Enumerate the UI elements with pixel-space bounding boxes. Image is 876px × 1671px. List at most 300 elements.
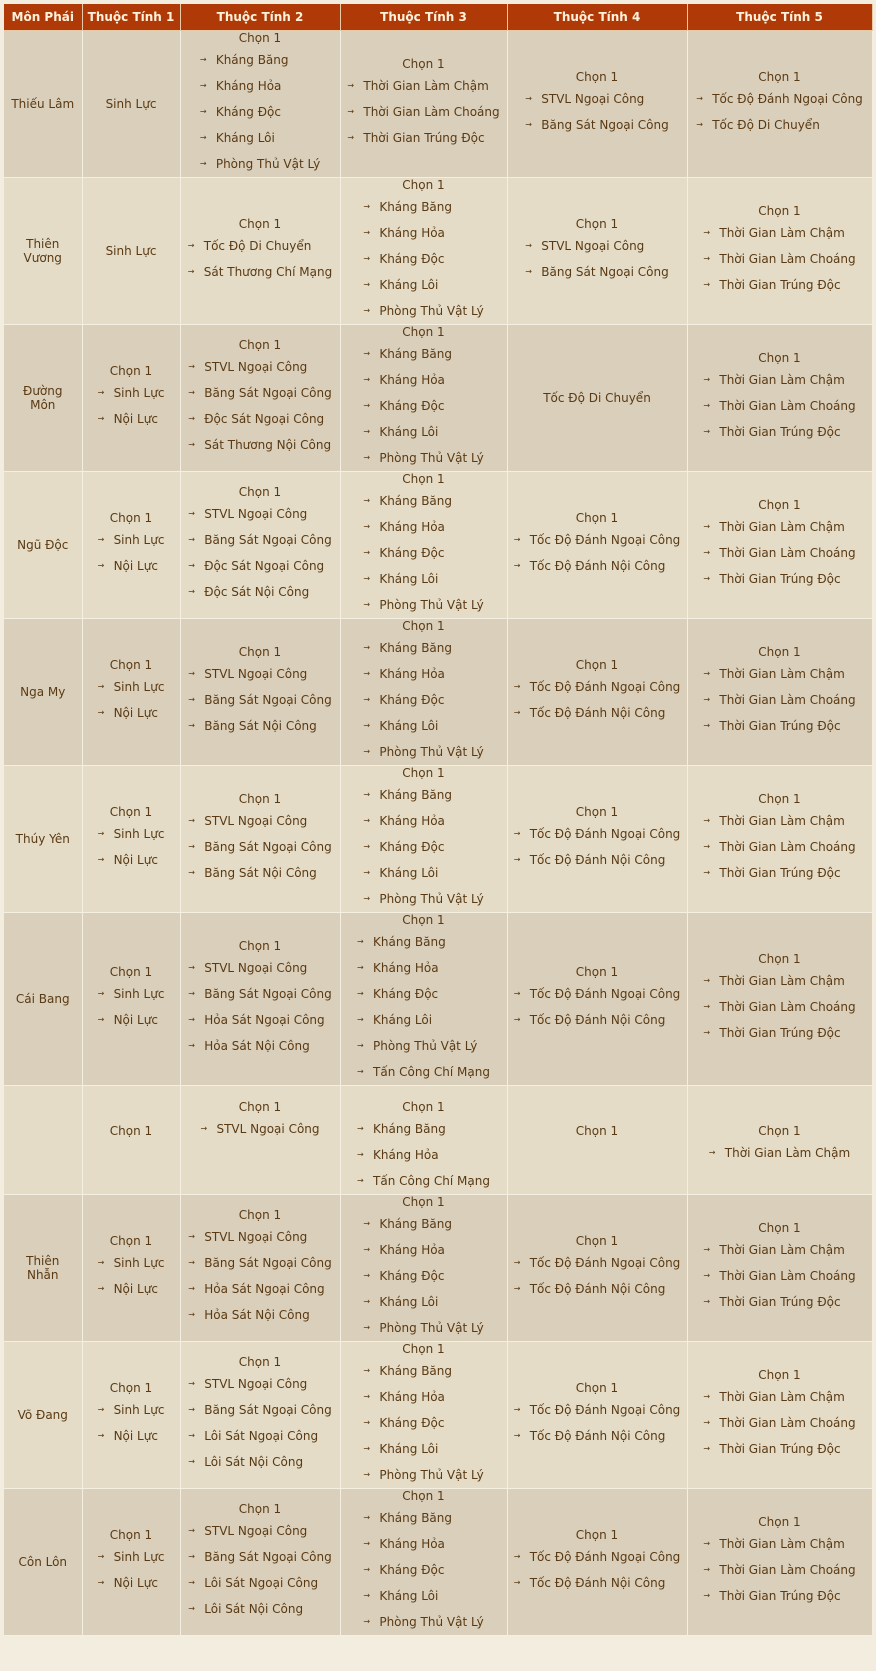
attribute-option: → Phòng Thủ Vật Lý — [363, 1609, 483, 1635]
attribute-option: → Băng Sát Ngoại Công — [188, 380, 332, 406]
attribute-cell-4 — [507, 1489, 687, 1636]
choose-one-label: Chọn 1 — [238, 1100, 282, 1114]
choose-one-label: Chọn 1 — [109, 511, 153, 525]
attribute-table-container — [4, 4, 872, 1636]
attribute-option: → Thời Gian Làm Chậm — [703, 220, 855, 246]
attribute-option: → Kháng Lôi — [363, 272, 483, 298]
attribute-option-list — [514, 1544, 681, 1596]
attribute-option: → Nội Lực — [98, 700, 165, 726]
attribute-option: → Tốc Độ Đánh Ngoại Công — [514, 981, 681, 1007]
attribute-cell-2 — [180, 325, 340, 472]
attribute-option: → Thời Gian Làm Choáng — [703, 1557, 855, 1583]
attribute-cell-2 — [180, 766, 340, 913]
attribute-option-list — [188, 233, 332, 285]
table-row — [4, 766, 872, 913]
header-thuoc-tinh-2: Thuộc Tính 2 — [180, 4, 340, 31]
attribute-option: → Kháng Băng — [363, 635, 483, 661]
attribute-option: → Phòng Thủ Vật Lý — [363, 739, 483, 765]
attribute-option: → Thời Gian Trúng Độc — [703, 860, 855, 886]
attribute-cell-1 — [82, 913, 180, 1086]
attribute-option: → Băng Sát Ngoại Công — [188, 834, 332, 860]
attribute-option: → Tốc Độ Đánh Ngoại Công — [696, 86, 863, 112]
choose-one-label: Chọn 1 — [575, 217, 619, 231]
choose-one-label: Chọn 1 — [238, 792, 282, 806]
choose-one-label: Chọn 1 — [238, 645, 282, 659]
attribute-option: → Thời Gian Làm Chậm — [347, 73, 499, 99]
attribute-option: → Thời Gian Trúng Độc — [703, 1020, 855, 1046]
attribute-option: → Kháng Lôi — [363, 860, 483, 886]
attribute-cell-1 — [82, 325, 180, 472]
attribute-option-list — [188, 808, 332, 886]
choose-one-label: Chọn 1 — [758, 351, 801, 365]
attribute-cell-4 — [507, 619, 687, 766]
mon-phai-cell: Cái Bang — [4, 913, 82, 1086]
attribute-option: → Kháng Hỏa — [200, 73, 320, 99]
attribute-cell-4 — [507, 325, 687, 472]
attribute-option: → Kháng Hỏa — [363, 514, 483, 540]
choose-one-label: Chọn 1 — [575, 1528, 619, 1542]
attribute-option: → Nội Lực — [98, 1007, 165, 1033]
attribute-cell-3 — [340, 1086, 507, 1195]
attribute-option-list — [363, 1505, 483, 1635]
attribute-cell-2 — [180, 1195, 340, 1342]
mon-phai-cell: Thúy Yên — [4, 766, 82, 913]
attribute-cell-5 — [687, 1489, 872, 1636]
attribute-option: → Thời Gian Làm Chậm — [703, 1384, 855, 1410]
attribute-option: → Nội Lực — [98, 1276, 165, 1302]
attribute-cell-3 — [340, 1342, 507, 1489]
choose-one-label: Chọn 1 — [109, 965, 153, 979]
attribute-option: → Sinh Lực — [98, 821, 165, 847]
attribute-option: → Tấn Công Chí Mạng — [357, 1168, 490, 1194]
attribute-option-list — [514, 981, 681, 1033]
attribute-cell-5 — [687, 1195, 872, 1342]
attribute-option: → Tốc Độ Đánh Ngoại Công — [514, 527, 681, 553]
attribute-option: → Kháng Lôi — [363, 1583, 483, 1609]
choose-one-label: Chọn 1 — [109, 1528, 153, 1542]
attribute-option: → Kháng Độc — [363, 1410, 483, 1436]
choose-one-label: Chọn 1 — [238, 1355, 282, 1369]
attribute-option: → Kháng Độc — [200, 99, 320, 125]
attribute-option: → Thời Gian Trúng Độc — [703, 419, 855, 445]
header-thuoc-tinh-5: Thuộc Tính 5 — [687, 4, 872, 31]
table-row — [4, 1489, 872, 1636]
table-header-row — [4, 4, 872, 31]
attribute-option: → Thời Gian Trúng Độc — [347, 125, 499, 151]
attribute-cell-1 — [82, 1342, 180, 1489]
attribute-option: → Hỏa Sát Nội Công — [188, 1033, 332, 1059]
attribute-option: → Sinh Lực — [98, 527, 165, 553]
mon-phai-cell: Ngũ Độc — [4, 472, 82, 619]
attribute-cell-5 — [687, 1342, 872, 1489]
attribute-option-list — [514, 674, 681, 726]
attribute-option: → Phòng Thủ Vật Lý — [363, 886, 483, 912]
choose-one-label: Chọn 1 — [758, 204, 801, 218]
attribute-option: → Tấn Công Chí Mạng — [357, 1059, 490, 1085]
attribute-option: → Lôi Sát Ngoại Công — [188, 1570, 332, 1596]
choose-one-label: Chọn 1 — [402, 1489, 445, 1503]
attribute-option-list — [703, 367, 855, 445]
choose-one-label: Chọn 1 — [402, 178, 445, 192]
attribute-option: → Thời Gian Trúng Độc — [703, 1583, 855, 1609]
attribute-option-list — [98, 380, 165, 432]
attribute-option-list — [98, 1250, 165, 1302]
choose-one-label: Chọn 1 — [758, 1368, 801, 1382]
attribute-option-list — [703, 1237, 855, 1315]
attribute-value: Sinh Lực — [105, 97, 157, 111]
attribute-option-list — [363, 488, 483, 618]
choose-one-label: Chọn 1 — [238, 217, 282, 231]
attribute-option: → Thời Gian Làm Choáng — [703, 393, 855, 419]
attribute-option: → Nội Lực — [98, 1423, 165, 1449]
attribute-cell-5 — [687, 619, 872, 766]
attribute-cell-5 — [687, 178, 872, 325]
attribute-cell-1 — [82, 1195, 180, 1342]
choose-one-label: Chọn 1 — [402, 1100, 445, 1114]
choose-one-label: Chọn 1 — [758, 1124, 801, 1138]
attribute-option: → Kháng Lôi — [363, 419, 483, 445]
attribute-option: → Kháng Băng — [363, 488, 483, 514]
attribute-option: → Thời Gian Làm Choáng — [703, 994, 855, 1020]
header-mon-phai: Môn Phái — [4, 4, 82, 31]
attribute-option: → Kháng Lôi — [363, 713, 483, 739]
attribute-option: → Băng Sát Ngoại Công — [188, 981, 332, 1007]
attribute-option: → Kháng Băng — [363, 1358, 483, 1384]
table-row — [4, 31, 872, 178]
attribute-option: → Sinh Lực — [98, 380, 165, 406]
attribute-cell-1 — [82, 1086, 180, 1195]
attribute-option: → Kháng Hỏa — [357, 1142, 490, 1168]
attribute-option-list — [514, 1397, 681, 1449]
attribute-option: → Hỏa Sát Nội Công — [188, 1302, 332, 1328]
attribute-cell-5 — [687, 766, 872, 913]
mon-phai-cell: Võ Đang — [4, 1342, 82, 1489]
attribute-option: → Kháng Băng — [357, 1116, 490, 1142]
attribute-cell-3 — [340, 31, 507, 178]
choose-one-label: Chọn 1 — [575, 1124, 619, 1138]
attribute-option: → Tốc Độ Đánh Ngoại Công — [514, 1250, 681, 1276]
attribute-option: → Tốc Độ Đánh Nội Công — [514, 1423, 681, 1449]
mon-phai-cell: Đường Môn — [4, 325, 82, 472]
attribute-cell-3 — [340, 619, 507, 766]
choose-one-label: Chọn 1 — [758, 70, 801, 84]
attribute-option: → Thời Gian Trúng Độc — [703, 566, 855, 592]
choose-one-label: Chọn 1 — [109, 1124, 153, 1138]
attribute-option: → Sinh Lực — [98, 1250, 165, 1276]
attribute-option: → Nội Lực — [98, 847, 165, 873]
table-row — [4, 472, 872, 619]
attribute-option: → Kháng Hỏa — [363, 808, 483, 834]
attribute-option: → Tốc Độ Đánh Ngoại Công — [514, 821, 681, 847]
attribute-option-list — [363, 194, 483, 324]
attribute-cell-4 — [507, 31, 687, 178]
attribute-option: → Tốc Độ Đánh Nội Công — [514, 1276, 681, 1302]
attribute-option-list — [188, 1224, 332, 1328]
attribute-option: → Tốc Độ Đánh Nội Công — [514, 700, 681, 726]
attribute-option: → Kháng Hỏa — [363, 1384, 483, 1410]
attribute-value: Sinh Lực — [105, 244, 157, 258]
attribute-option: → Tốc Độ Đánh Nội Công — [514, 847, 681, 873]
attribute-option: → Băng Sát Ngoại Công — [188, 527, 332, 553]
attribute-option-list — [709, 1140, 850, 1166]
attribute-option: → Tốc Độ Đánh Nội Công — [514, 1570, 681, 1596]
attribute-option: → STVL Ngoại Công — [188, 808, 332, 834]
attribute-option-list — [98, 821, 165, 873]
attribute-cell-5 — [687, 472, 872, 619]
attribute-option-list — [525, 233, 669, 285]
attribute-option: → Kháng Lôi — [200, 125, 320, 151]
attribute-option: → Tốc Độ Đánh Ngoại Công — [514, 1397, 681, 1423]
attribute-option-list — [98, 1397, 165, 1449]
attribute-option: → Hỏa Sát Ngoại Công — [188, 1276, 332, 1302]
choose-one-label: Chọn 1 — [402, 913, 445, 927]
attribute-option: → Thời Gian Làm Chậm — [703, 968, 855, 994]
attribute-option: → Kháng Độc — [363, 687, 483, 713]
attribute-option-list — [363, 1211, 483, 1341]
choose-one-label: Chọn 1 — [575, 805, 619, 819]
attribute-option: → STVL Ngoại Công — [188, 661, 332, 687]
attribute-table — [4, 4, 873, 1636]
attribute-option-list — [363, 341, 483, 471]
attribute-cell-1 — [82, 1489, 180, 1636]
attribute-option-list — [514, 821, 681, 873]
attribute-option-list — [98, 674, 165, 726]
attribute-cell-4 — [507, 1086, 687, 1195]
attribute-option: → Kháng Hỏa — [363, 1531, 483, 1557]
header-thuoc-tinh-4: Thuộc Tính 4 — [507, 4, 687, 31]
attribute-option: → Băng Sát Ngoại Công — [188, 1544, 332, 1570]
attribute-cell-4 — [507, 178, 687, 325]
attribute-option: → Thời Gian Làm Choáng — [347, 99, 499, 125]
attribute-option: → Thời Gian Trúng Độc — [703, 272, 855, 298]
attribute-option: → Tốc Độ Đánh Ngoại Công — [514, 674, 681, 700]
attribute-option-list — [188, 501, 332, 605]
attribute-cell-1 — [82, 31, 180, 178]
attribute-cell-2 — [180, 1489, 340, 1636]
attribute-option: → Kháng Hỏa — [363, 661, 483, 687]
attribute-option: → Kháng Độc — [363, 1263, 483, 1289]
attribute-option-list — [703, 1384, 855, 1462]
attribute-option: → Thời Gian Làm Chậm — [703, 1531, 855, 1557]
header-thuoc-tinh-3: Thuộc Tính 3 — [340, 4, 507, 31]
attribute-option-list — [188, 354, 332, 458]
attribute-option: → Tốc Độ Đánh Nội Công — [514, 553, 681, 579]
attribute-option: → Kháng Hỏa — [357, 955, 490, 981]
choose-one-label: Chọn 1 — [758, 1515, 801, 1529]
attribute-cell-2 — [180, 619, 340, 766]
attribute-cell-2 — [180, 178, 340, 325]
choose-one-label: Chọn 1 — [109, 364, 153, 378]
attribute-option-list — [363, 1358, 483, 1488]
attribute-option: → Thời Gian Trúng Độc — [703, 1436, 855, 1462]
attribute-option: → Sinh Lực — [98, 1544, 165, 1570]
attribute-option: → STVL Ngoại Công — [188, 501, 332, 527]
attribute-option: → Phòng Thủ Vật Lý — [200, 151, 320, 177]
attribute-cell-3 — [340, 1195, 507, 1342]
attribute-option: → Băng Sát Nội Công — [188, 860, 332, 886]
mon-phai-cell: Côn Lôn — [4, 1489, 82, 1636]
attribute-option: → Băng Sát Ngoại Công — [188, 1397, 332, 1423]
choose-one-label: Chọn 1 — [575, 70, 619, 84]
attribute-option: → Thời Gian Trúng Độc — [703, 1289, 855, 1315]
table-row — [4, 178, 872, 325]
attribute-option-list — [514, 527, 681, 579]
attribute-option: → Phòng Thủ Vật Lý — [363, 298, 483, 324]
attribute-option: → Kháng Băng — [363, 341, 483, 367]
attribute-option: → Sát Thương Chí Mạng — [188, 259, 332, 285]
table-row — [4, 325, 872, 472]
choose-one-label: Chọn 1 — [109, 805, 153, 819]
table-row — [4, 1195, 872, 1342]
attribute-cell-4 — [507, 913, 687, 1086]
attribute-option: → Thời Gian Trúng Độc — [703, 713, 855, 739]
attribute-option: → Kháng Lôi — [363, 1289, 483, 1315]
choose-one-label: Chọn 1 — [758, 1221, 801, 1235]
attribute-cell-3 — [340, 472, 507, 619]
header-thuoc-tinh-1: Thuộc Tính 1 — [82, 4, 180, 31]
attribute-option: → Băng Sát Ngoại Công — [525, 259, 669, 285]
attribute-option: → Phòng Thủ Vật Lý — [363, 592, 483, 618]
attribute-cell-3 — [340, 325, 507, 472]
attribute-option: → Phòng Thủ Vật Lý — [363, 445, 483, 471]
attribute-option-list — [200, 47, 320, 177]
choose-one-label: Chọn 1 — [402, 1195, 445, 1209]
attribute-option-list — [188, 661, 332, 739]
table-row — [4, 1342, 872, 1489]
attribute-option: → STVL Ngoại Công — [188, 1224, 332, 1250]
attribute-cell-2 — [180, 1342, 340, 1489]
attribute-option: → Tốc Độ Đánh Ngoại Công — [514, 1544, 681, 1570]
attribute-option: → Lôi Sát Nội Công — [188, 1449, 332, 1475]
attribute-option: → Phòng Thủ Vật Lý — [363, 1315, 483, 1341]
attribute-option-list — [696, 86, 863, 138]
attribute-option: → Độc Sát Ngoại Công — [188, 553, 332, 579]
choose-one-label: Chọn 1 — [758, 952, 801, 966]
choose-one-label: Chọn 1 — [402, 472, 445, 486]
attribute-option: → STVL Ngoại Công — [200, 1116, 319, 1142]
attribute-option: → Thời Gian Làm Chậm — [703, 514, 855, 540]
attribute-option: → Kháng Băng — [363, 782, 483, 808]
attribute-cell-4 — [507, 1195, 687, 1342]
choose-one-label: Chọn 1 — [575, 1381, 619, 1395]
attribute-option: → STVL Ngoại Công — [188, 1518, 332, 1544]
attribute-option: → Băng Sát Ngoại Công — [188, 687, 332, 713]
attribute-option: → STVL Ngoại Công — [188, 1371, 332, 1397]
attribute-option-list — [98, 981, 165, 1033]
attribute-option: → Phòng Thủ Vật Lý — [357, 1033, 490, 1059]
attribute-option: → STVL Ngoại Công — [525, 233, 669, 259]
table-row — [4, 619, 872, 766]
attribute-option-list — [703, 968, 855, 1046]
attribute-option-list — [363, 782, 483, 912]
attribute-option: → Sinh Lực — [98, 1397, 165, 1423]
choose-one-label: Chọn 1 — [402, 57, 445, 71]
choose-one-label: Chọn 1 — [575, 965, 619, 979]
attribute-option-list — [98, 527, 165, 579]
attribute-option: → Sát Thương Nội Công — [188, 432, 332, 458]
attribute-option: → Tốc Độ Di Chuyển — [188, 233, 332, 259]
attribute-option-list — [525, 86, 669, 138]
attribute-cell-5 — [687, 1086, 872, 1195]
attribute-cell-3 — [340, 766, 507, 913]
choose-one-label: Chọn 1 — [109, 1234, 153, 1248]
mon-phai-cell: Thiên Nhẫn — [4, 1195, 82, 1342]
choose-one-label: Chọn 1 — [238, 1502, 282, 1516]
attribute-cell-4 — [507, 766, 687, 913]
attribute-cell-2 — [180, 31, 340, 178]
attribute-option: → Nội Lực — [98, 553, 165, 579]
choose-one-label: Chọn 1 — [238, 31, 282, 45]
attribute-cell-2 — [180, 1086, 340, 1195]
attribute-option: → Thời Gian Làm Chậm — [709, 1140, 850, 1166]
attribute-option: → Kháng Độc — [363, 1557, 483, 1583]
attribute-cell-5 — [687, 31, 872, 178]
attribute-cell-3 — [340, 1489, 507, 1636]
attribute-option: → Nội Lực — [98, 406, 165, 432]
attribute-option: → Thời Gian Làm Chậm — [703, 1237, 855, 1263]
mon-phai-cell: Thiếu Lâm — [4, 31, 82, 178]
attribute-option: → Kháng Độc — [357, 981, 490, 1007]
attribute-option: → Độc Sát Ngoại Công — [188, 406, 332, 432]
choose-one-label: Chọn 1 — [758, 645, 801, 659]
attribute-option-list — [703, 220, 855, 298]
attribute-option-list — [188, 1518, 332, 1622]
mon-phai-cell: Nga My — [4, 619, 82, 766]
attribute-option-list — [188, 955, 332, 1059]
attribute-option-list — [347, 73, 499, 151]
attribute-option: → Nội Lực — [98, 1570, 165, 1596]
choose-one-label: Chọn 1 — [402, 619, 445, 633]
choose-one-label: Chọn 1 — [402, 766, 445, 780]
attribute-cell-3 — [340, 178, 507, 325]
choose-one-label: Chọn 1 — [109, 1381, 153, 1395]
attribute-option: → STVL Ngoại Công — [188, 354, 332, 380]
attribute-option: → Thời Gian Làm Chậm — [703, 808, 855, 834]
attribute-option-list — [363, 635, 483, 765]
attribute-option: → Kháng Băng — [357, 929, 490, 955]
attribute-option: → Tốc Độ Di Chuyển — [696, 112, 863, 138]
attribute-option: → Kháng Hỏa — [363, 367, 483, 393]
attribute-cell-1 — [82, 766, 180, 913]
choose-one-label: Chọn 1 — [402, 325, 445, 339]
attribute-option: → Thời Gian Làm Choáng — [703, 687, 855, 713]
attribute-option: → Lôi Sát Ngoại Công — [188, 1423, 332, 1449]
attribute-cell-2 — [180, 913, 340, 1086]
choose-one-label: Chọn 1 — [758, 792, 801, 806]
attribute-option: → Kháng Hỏa — [363, 1237, 483, 1263]
attribute-option: → Lôi Sát Nội Công — [188, 1596, 332, 1622]
attribute-cell-5 — [687, 325, 872, 472]
attribute-option-list — [703, 1531, 855, 1609]
attribute-option: → Kháng Độc — [363, 834, 483, 860]
attribute-option: → Kháng Băng — [363, 1505, 483, 1531]
attribute-value: Tốc Độ Di Chuyển — [543, 391, 651, 405]
choose-one-label: Chọn 1 — [238, 338, 282, 352]
attribute-option-list — [188, 1371, 332, 1475]
choose-one-label: Chọn 1 — [758, 498, 801, 512]
attribute-option-list — [703, 661, 855, 739]
mon-phai-cell: Thiên Vương — [4, 178, 82, 325]
attribute-option: → Thời Gian Làm Chậm — [703, 367, 855, 393]
attribute-cell-1 — [82, 472, 180, 619]
attribute-option: → Kháng Băng — [200, 47, 320, 73]
choose-one-label: Chọn 1 — [575, 1234, 619, 1248]
attribute-option: → Băng Sát Ngoại Công — [188, 1250, 332, 1276]
choose-one-label: Chọn 1 — [575, 658, 619, 672]
attribute-option: → Băng Sát Ngoại Công — [525, 112, 669, 138]
attribute-cell-4 — [507, 472, 687, 619]
table-row — [4, 913, 872, 1086]
